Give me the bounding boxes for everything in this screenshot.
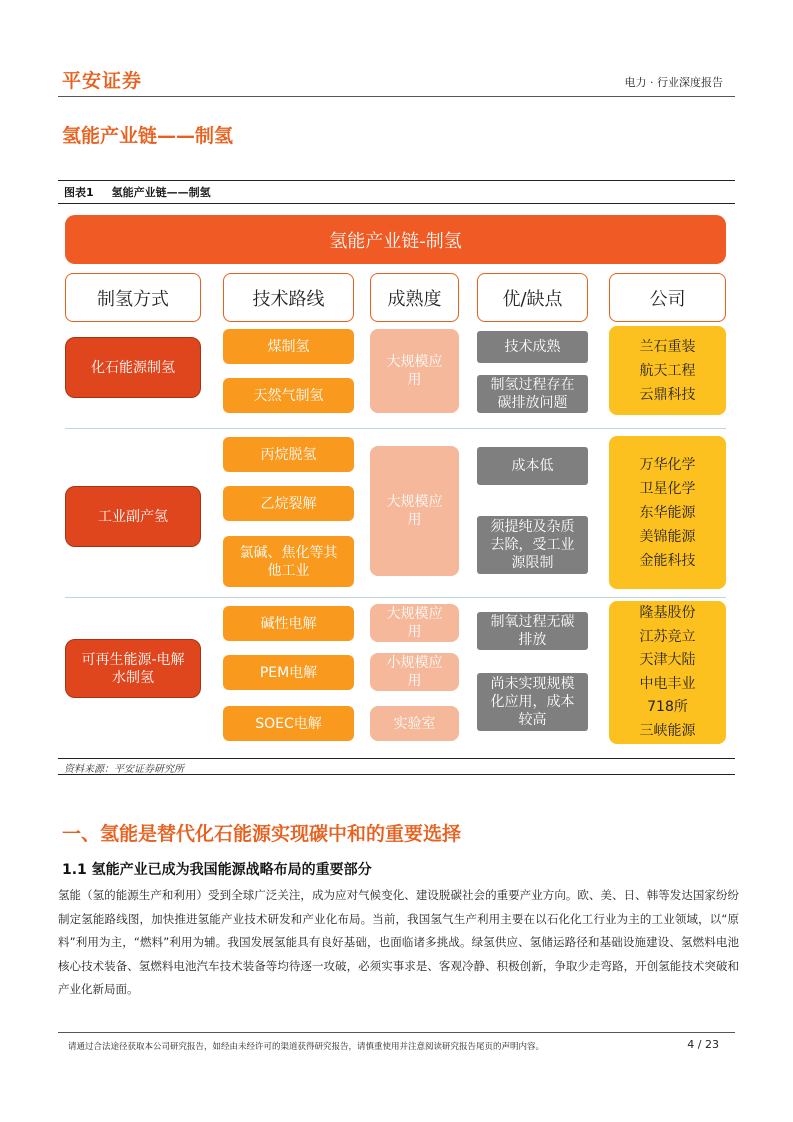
figure-bottom-rule [58,758,735,759]
route-coal: 煤制氢 [223,329,354,364]
category-industrial: 工业副产氢 [65,486,201,547]
route-chlor-alkali: 氯碱、焦化等其他工业 [223,536,354,587]
company-name: 航天工程 [639,362,696,379]
company-name: 美锦能源 [639,528,696,545]
figure-title: 氢能产业链——制氢 [111,186,211,199]
maturity-alkaline: 大规模应用 [370,604,459,642]
footer-divider [58,1032,735,1033]
chapter-title: 一、氢能是替代化石能源实现碳中和的重要选择 [62,823,462,845]
pro-industrial: 成本低 [477,447,588,485]
section-title: 氢能产业链——制氢 [62,125,234,147]
company-name: 兰石重装 [639,338,696,355]
maturity-fossil: 大规模应用 [370,329,459,413]
maturity-pem: 小规模应用 [370,653,459,691]
group-separator [65,597,726,598]
figure-source: 资料来源：平安证券研究所 [64,764,184,775]
con-industrial: 须提纯及杂质去除，受工业源限制 [477,516,588,574]
figure-caption-rule [58,203,735,204]
category-renewable: 可再生能源-电解水制氢 [65,639,201,698]
source-rule [58,774,735,775]
maturity-soec: 实验室 [370,706,459,741]
company-name: 中电丰业 [639,675,696,692]
body-paragraph: 氢能（氢的能源生产和利用）受到全球广泛关注，成为应对气候变化、建设脱碳社会的重要产业方向。欧、美、日、韩等发达国家纷纷制定氢能路线图，加快推进氢能产业技术研发和产业化布局。当前，我国氢气生产利用主要在以石化化工行业为主的工业领域，以“原料”利用为主，“燃料”利用为辅。我国发展氢能具有良好基础，也面临诸多挑战。绿氢供应、氢储运路径和基础设施建设、氢燃料电池核心技术装备、氢燃料电池汽车技术装备等均待逐一攻破，必须实事求是、客观冷静、积极创新，争取少走弯路，开创氢能技术突破和产业化新局面。 [58,888,739,996]
route-soec: SOEC电解 [223,706,354,741]
subsection-title: 1.1 氢能产业已成为我国能源战略布局的重要部分 [62,862,372,878]
diagram-banner: 氢能产业链-制氢 [65,215,726,264]
company-name: 云鼎科技 [639,386,696,403]
company-name: 金能科技 [639,552,696,569]
figure-label: 图表1 [64,186,94,199]
company-name: 卫星化学 [639,480,696,497]
column-header-maturity: 成熟度 [370,273,459,322]
con-renewable: 尚未实现规模化应用，成本较高 [477,673,588,731]
company-name: 隆基股份 [639,605,696,621]
pro-fossil: 技术成熟 [477,331,588,363]
company-name: 天津大陆 [639,652,696,668]
route-propane: 丙烷脱氢 [223,437,354,472]
category-fossil: 化石能源制氢 [65,337,201,398]
company-name: 东华能源 [639,504,696,521]
route-pem: PEM电解 [223,655,354,690]
report-type: 电力 · 行业深度报告 [624,76,723,89]
column-header-route: 技术路线 [223,273,354,322]
company-name: 万华化学 [639,456,696,473]
header-divider [58,96,735,97]
figure-caption [64,184,211,200]
company-name: 江苏竞立 [639,628,696,645]
companies-fossil [609,326,726,415]
page-number: 4 / 23 [687,1038,719,1051]
group-separator [65,428,726,429]
column-header-company: 公司 [609,273,726,322]
route-natural-gas: 天然气制氢 [223,378,354,413]
companies-industrial [609,436,726,589]
company-name: 三峡能源 [639,722,696,739]
footer-disclaimer: 请通过合法途径获取本公司研究报告，如经由未经许可的渠道获得研究报告，请慎重使用并注意阅读研究报告尾页的声明内容。 [68,1042,545,1052]
figure-top-rule [58,180,735,181]
companies-renewable [609,601,726,744]
pro-renewable: 制氧过程无碳排放 [477,612,588,650]
maturity-industrial: 大规模应用 [370,446,459,576]
company-logo: 平安证券 [62,70,143,92]
column-header-method: 制氢方式 [65,273,201,322]
company-name: 718所 [647,699,688,715]
route-alkaline: 碱性电解 [223,606,354,641]
con-fossil: 制氢过程存在碳排放问题 [477,375,588,413]
route-ethane: 乙烷裂解 [223,486,354,521]
column-header-pros-cons: 优/缺点 [477,273,588,322]
